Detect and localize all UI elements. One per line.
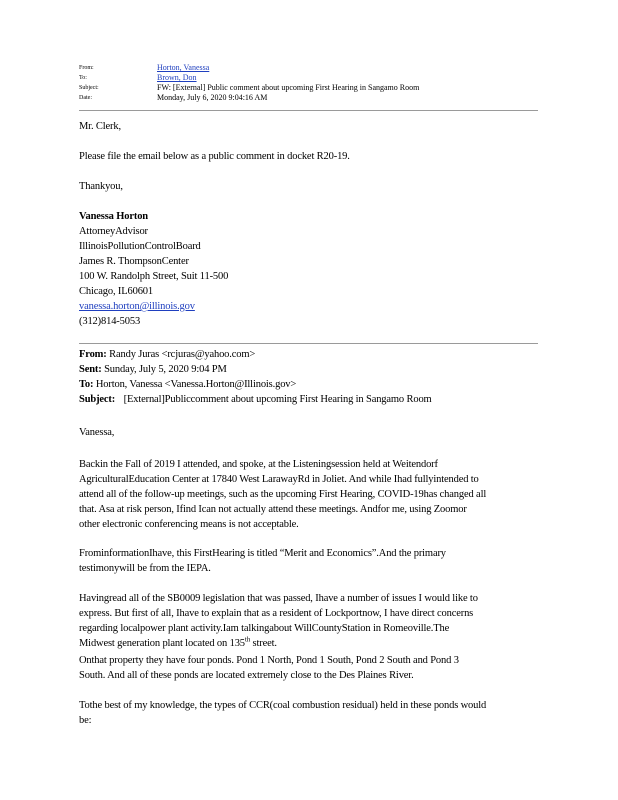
paragraph-line [79, 635, 277, 649]
header-from-link[interactable]: Horton, Vanessa [157, 63, 210, 72]
header-divider [79, 110, 538, 111]
fwd-subject-value: [External]Publiccomment about upcoming First Hearing in Sangamo Room [123, 394, 432, 405]
signature-city: Chicago, IL60601 [79, 286, 154, 297]
signature-title: AttorneyAdvisor [79, 226, 148, 237]
signature-org: IllinoisPollutionControlBoard [79, 241, 201, 252]
header-subject-value: FW: [External] Public comment about upcoming First Hearing in Sangamo Room [157, 83, 420, 92]
fwd-to-row [79, 379, 296, 390]
thanks-line: Thankyou, [79, 181, 123, 192]
fwd-from-value: Randy Juras <rcjuras@yahoo.com> [109, 349, 256, 360]
fwd-sent-row [79, 364, 227, 375]
header-to-link[interactable]: Brown, Don [157, 73, 197, 82]
ordinal-suffix: th [244, 635, 251, 644]
paragraph-line: that. Asa at risk person, Ifind Ican not actually attend these meetings. Andfor me, using Zoomor [79, 504, 467, 515]
header-to-label: To: [79, 75, 87, 81]
paragraph-line: Tothe best of my knowledge, the types of CCR(coal combustion residual) held in these ponds would [79, 700, 487, 711]
signature-email-link[interactable]: vanessa.horton@illinois.gov [79, 301, 195, 312]
header-subject-label: Subject: [79, 85, 99, 91]
email-header [79, 63, 539, 105]
paragraph-line: attend all of the follow-up meetings, such as the upcoming First Hearing, COVID-19has changed all [79, 489, 487, 500]
paragraph-line: testimonywill be from the IEPA. [79, 563, 211, 574]
paragraph-line: other electronic conferencing means is not acceptable. [79, 519, 299, 530]
paragraph-line: Havingread all of the SB0009 legislation that was passed, Ihave a number of issues I would like to [79, 593, 478, 604]
fwd-from-row [79, 349, 255, 360]
fwd-subject-label: Subject: [79, 394, 116, 405]
header-from-label: From: [79, 65, 94, 71]
salutation: Mr. Clerk, [79, 121, 121, 132]
fwd-to-value: Horton, Vanessa <Vanessa.Horton@Illinois.gov> [95, 379, 297, 390]
fwd-greeting: Vanessa, [79, 427, 115, 438]
signature-phone: (312)814-5053 [79, 316, 141, 327]
forward-divider [79, 343, 538, 344]
paragraph-line: FrominformationIhave, this FirstHearing is titled “Merit and Economics”.And the primary [79, 548, 446, 559]
paragraph-line: Backin the Fall of 2019 I attended, and spoke, at the Listeningsession held at Weitendorf [79, 459, 438, 470]
fwd-sent-label: Sent: [79, 364, 102, 375]
header-date-value: Monday, July 6, 2020 9:04:16 AM [157, 93, 268, 102]
signature-name: Vanessa Horton [79, 211, 148, 222]
request-line: Please file the email below as a public comment in docket R20-19. [79, 151, 350, 162]
fwd-to-label: To: [79, 379, 94, 390]
header-date-label: Date: [79, 95, 92, 101]
paragraph-line: Onthat property they have four ponds. Pond 1 North, Pond 1 South, Pond 2 South and Pond 3 [79, 655, 459, 666]
paragraph-line: AgriculturalEducation Center at 17840 West LarawayRd in Joliet. And while Ihad fullyintended to [79, 474, 479, 485]
paragraph-line: regarding localpower plant activity.Iam talkingabout WillCountyStation in Romeoville.The [79, 623, 450, 634]
fwd-sent-value: Sunday, July 5, 2020 9:04 PM [104, 364, 227, 375]
paragraph-line: be: [79, 715, 92, 726]
fwd-subject-row [79, 394, 432, 405]
fwd-from-label: From: [79, 349, 107, 360]
paragraph-line: South. And all of these ponds are located extremely close to the Des Plaines River. [79, 670, 414, 681]
signature-street: 100 W. Randolph Street, Suit 11-500 [79, 271, 229, 282]
paragraph-text: street. [250, 638, 277, 649]
signature-building: James R. ThompsonCenter [79, 256, 189, 267]
paragraph-line: express. But first of all, Ihave to explain that as a resident of Lockportnow, I have direct concerns [79, 608, 474, 619]
paragraph-text: Midwest generation plant located on 135 [79, 638, 245, 649]
